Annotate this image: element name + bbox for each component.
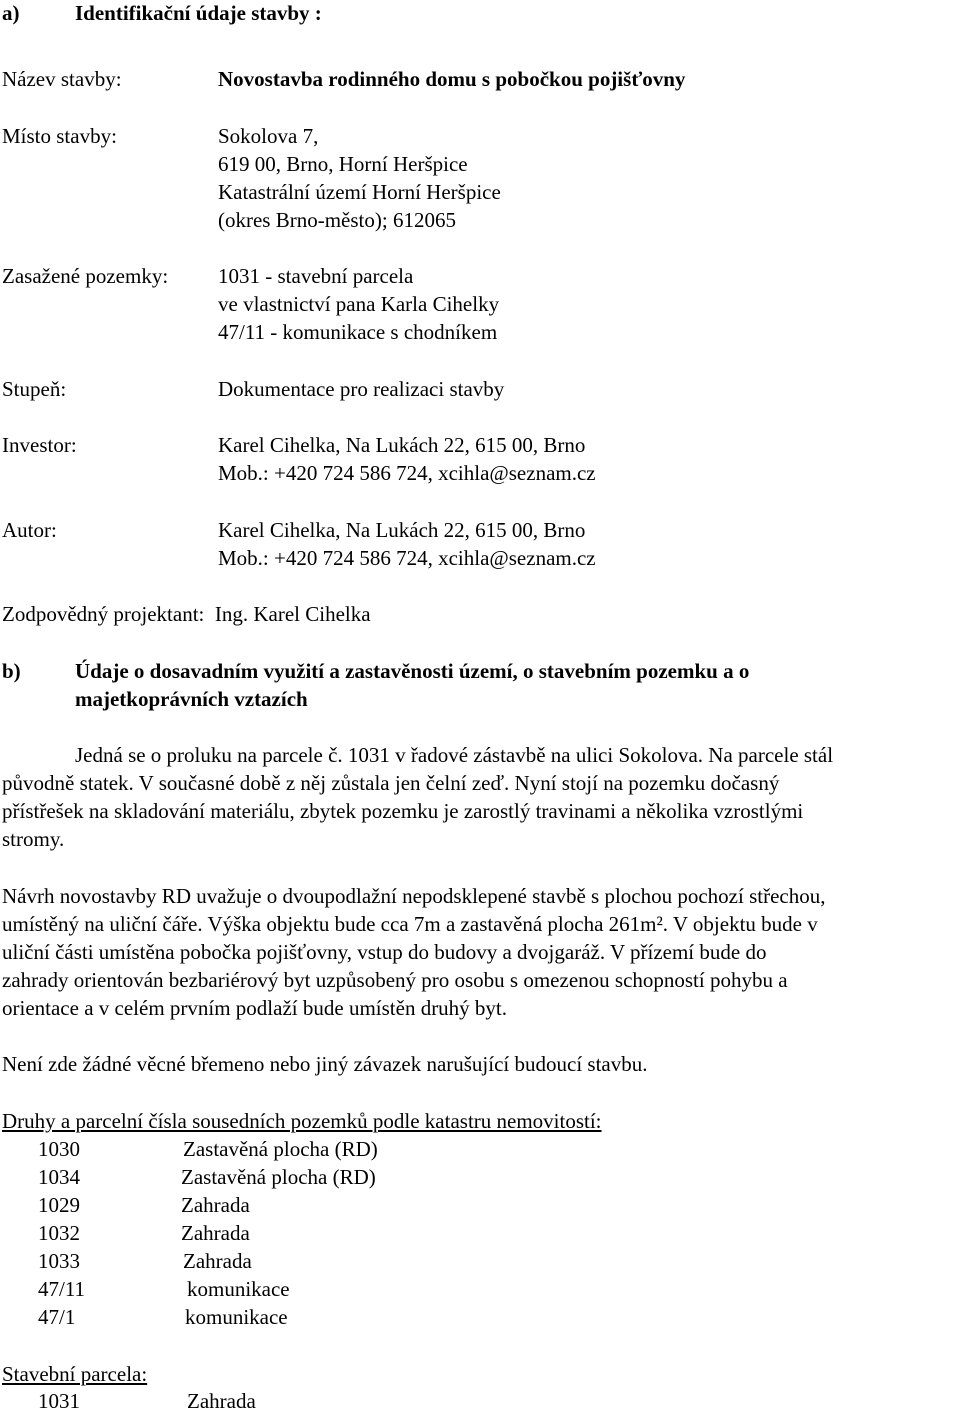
section-b-letter: b) <box>2 659 21 683</box>
place-label: Místo stavby: <box>2 124 117 148</box>
neighbor-type: Zahrada <box>183 1249 252 1273</box>
paragraph-line: Návrh novostavby RD uvažuje o dvoupodlažní nepodsklepené stavbě s plochou pochozí střechou, <box>2 884 826 908</box>
plots-line: ve vlastnictví pana Karla Cihelky <box>218 292 500 316</box>
paragraph-line: Jedná se o proluku na parcele č. 1031 v řadové zástavbě na ulici Sokolova. Na parcele stál <box>75 743 834 767</box>
name-value: Novostavba rodinného domu s pobočkou pojišťovny <box>218 67 686 91</box>
section-b-heading: majetkoprávních vztazích <box>75 687 308 711</box>
section-a-heading: Identifikační údaje stavby : <box>75 1 322 25</box>
plots-line: 47/11 - komunikace s chodníkem <box>218 320 498 344</box>
neighbor-number: 47/11 <box>38 1277 86 1301</box>
neighbor-type: Zastavěná plocha (RD) <box>181 1165 376 1189</box>
investor-label: Investor: <box>2 433 77 457</box>
neighbor-number: 47/1 <box>38 1305 76 1329</box>
neighbor-number: 1030 <box>38 1137 80 1161</box>
place-line: (okres Brno-město); 612065 <box>218 208 456 232</box>
neighbor-number: 1029 <box>38 1193 80 1217</box>
responsible-designer: Zodpovědný projektant: Ing. Karel Cihelka <box>2 602 371 626</box>
neighbor-number: 1034 <box>38 1165 80 1189</box>
place-line: Katastrální území Horní Heršpice <box>218 180 501 204</box>
paragraph-line: zahrady orientován bezbariérový byt uzpůsobený pro osobu s omezenou schopností pohybu a <box>2 968 788 992</box>
investor-line: Mob.: +420 724 586 724, xcihla@seznam.cz <box>218 461 596 485</box>
paragraph-line: stromy. <box>2 827 65 851</box>
investor-line: Karel Cihelka, Na Lukách 22, 615 00, Brno <box>218 433 586 457</box>
paragraph-line: orientace a v celém prvním podlaží bude umístěn druhý byt. <box>2 996 508 1020</box>
neighbor-type: Zahrada <box>181 1221 250 1245</box>
place-line: 619 00, Brno, Horní Heršpice <box>218 152 468 176</box>
paragraph-line: umístěný na uliční čáře. Výška objektu bude cca 7m a zastavěná plocha 261m². V objektu bude v <box>2 912 818 936</box>
plots-label: Zasažené pozemky: <box>2 264 169 288</box>
stage-value: Dokumentace pro realizaci stavby <box>218 377 505 401</box>
paragraph-line: původně statek. V současné době z něj zůstala jen čelní zeď. Nyní stojí na pozemku dočasný <box>2 771 780 795</box>
parcel-number: 1031 <box>38 1389 80 1413</box>
neighbor-type: komunikace <box>185 1305 288 1329</box>
author-label: Autor: <box>2 518 57 542</box>
neighbors-heading: Druhy a parcelní čísla sousedních pozemků podle katastru nemovitostí: <box>2 1109 602 1133</box>
author-line: Mob.: +420 724 586 724, xcihla@seznam.cz <box>218 546 596 570</box>
neighbor-type: Zastavěná plocha (RD) <box>183 1137 378 1161</box>
place-line: Sokolova 7, <box>218 124 319 148</box>
name-label: Název stavby: <box>2 67 122 91</box>
section-a-letter: a) <box>2 1 20 25</box>
plots-line: 1031 - stavební parcela <box>218 264 414 288</box>
section-b-heading: Údaje o dosavadním využití a zastavěnosti území, o stavebním pozemku a o <box>75 659 750 683</box>
neighbor-type: komunikace <box>187 1277 290 1301</box>
paragraph-line: přístřešek na skladování materiálu, zbytek pozemku je zarostlý travinami a několika vzrostlými <box>2 799 804 823</box>
parcel-type: Zahrada <box>187 1389 256 1413</box>
author-line: Karel Cihelka, Na Lukách 22, 615 00, Brno <box>218 518 586 542</box>
stage-label: Stupeň: <box>2 377 67 401</box>
neighbor-type: Zahrada <box>181 1193 250 1217</box>
paragraph-line: uliční části umístěna pobočka pojišťovny, vstup do budovy a dvojgaráž. V přízemí bude do <box>2 940 767 964</box>
neighbor-number: 1033 <box>38 1249 80 1273</box>
parcel-heading: Stavební parcela: <box>2 1362 148 1386</box>
neighbor-number: 1032 <box>38 1221 80 1245</box>
paragraph-line: Není zde žádné věcné břemeno nebo jiný závazek narušující budoucí stavbu. <box>2 1052 648 1076</box>
